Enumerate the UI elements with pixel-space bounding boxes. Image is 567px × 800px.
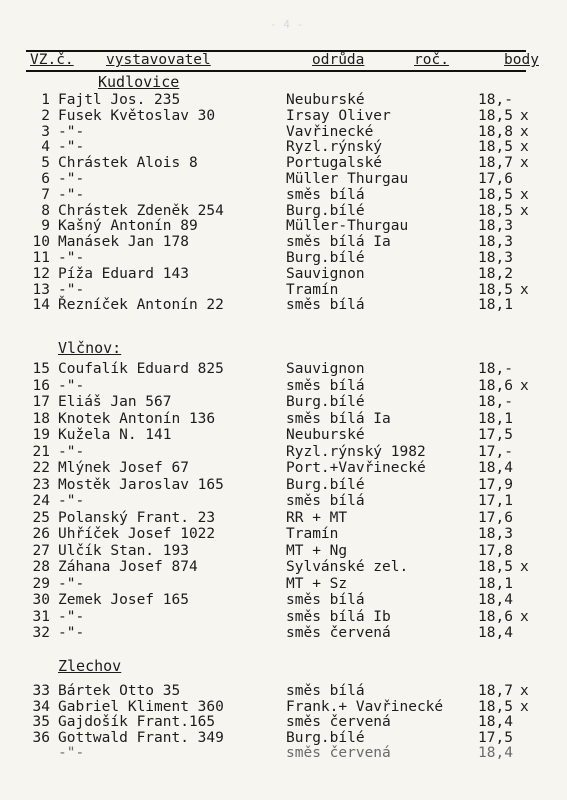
cell-mark: x — [520, 559, 529, 575]
table-row — [0, 187, 567, 203]
cell-no: 30 — [32, 592, 50, 608]
cell-variety: směs červená — [286, 714, 391, 730]
cell-no: 14 — [32, 297, 50, 313]
table-row — [0, 92, 567, 108]
cell-no: 21 — [32, 444, 50, 460]
cell-points: 17,6 — [478, 171, 513, 187]
cell-points: 18,7 — [478, 155, 513, 171]
header-points: body — [504, 52, 539, 68]
table-row — [0, 493, 567, 509]
cell-points: 17,5 — [478, 730, 513, 746]
header-variety: odrůda — [312, 52, 365, 68]
cell-points: 18,4 — [478, 460, 513, 476]
cell-points: 17,9 — [478, 477, 513, 493]
cell-exhibitor: -"- — [58, 171, 85, 187]
table-row — [0, 124, 567, 140]
cell-points: 18,5 — [478, 699, 513, 715]
cell-variety: RR + MT — [286, 510, 348, 526]
cell-points: 18,4 — [478, 745, 513, 761]
cell-exhibitor: Záhana Josef 874 — [58, 559, 198, 575]
cell-no: 6 — [41, 171, 50, 187]
table-header — [26, 50, 539, 72]
cell-no: 27 — [32, 543, 50, 559]
table-row — [0, 745, 567, 761]
cell-variety: Sylvánské zel. — [286, 559, 409, 575]
table-row — [0, 730, 567, 746]
cell-no: 15 — [32, 361, 50, 377]
cell-no: 11 — [32, 250, 50, 266]
cell-variety: Ryzl.rýnský 1982 — [286, 444, 426, 460]
cell-variety: Burg.bílé — [286, 203, 365, 219]
cell-points: 18,3 — [478, 250, 513, 266]
cell-no: 3 — [41, 124, 50, 140]
cell-points: 18,1 — [478, 411, 513, 427]
cell-points: 18,4 — [478, 625, 513, 641]
cell-mark: x — [520, 203, 529, 219]
cell-exhibitor: Mostěk Jaroslav 165 — [58, 477, 224, 493]
cell-exhibitor: Řezníček Antonín 22 — [58, 297, 224, 313]
cell-no: 35 — [32, 714, 50, 730]
cell-variety: Müller Thurgau — [286, 171, 409, 187]
cell-points: 17,- — [478, 444, 513, 460]
cell-exhibitor: Kašný Antonín 89 — [58, 218, 198, 234]
cell-points: 17,8 — [478, 543, 513, 559]
cell-variety: Tramín — [286, 282, 339, 298]
cell-exhibitor: Uhříček Josef 1022 — [58, 526, 216, 542]
cell-exhibitor: -"- — [58, 609, 85, 625]
cell-mark: x — [520, 699, 529, 715]
cell-exhibitor: -"- — [58, 250, 85, 266]
table-row — [0, 266, 567, 282]
cell-no: 7 — [41, 187, 50, 203]
table-row — [0, 234, 567, 250]
cell-points: 18,1 — [478, 576, 513, 592]
cell-no: 9 — [41, 218, 50, 234]
cell-points: 18,5 — [478, 187, 513, 203]
cell-exhibitor: -"- — [58, 124, 85, 140]
table-row — [0, 609, 567, 625]
cell-variety: Neuburské — [286, 427, 365, 443]
cell-exhibitor: -"- — [58, 187, 85, 203]
cell-variety: Tramín — [286, 526, 339, 542]
cell-exhibitor: Chrástek Zdeněk 254 — [58, 203, 224, 219]
table-row — [0, 282, 567, 298]
cell-no: 33 — [32, 683, 50, 699]
cell-points: 18,5 — [478, 559, 513, 575]
cell-points: 18,7 — [478, 683, 513, 699]
cell-variety: Ryzl.rýnský — [286, 139, 383, 155]
table-row — [0, 510, 567, 526]
table-row — [0, 297, 567, 313]
cell-points: 18,5 — [478, 139, 513, 155]
table-row — [0, 559, 567, 575]
cell-points: 18,6 — [478, 609, 513, 625]
cell-exhibitor: -"- — [58, 625, 85, 641]
table-row — [0, 411, 567, 427]
cell-variety: směs bílá Ib — [286, 609, 391, 625]
cell-points: 18,5 — [478, 282, 513, 298]
table-row — [0, 203, 567, 219]
cell-exhibitor: Kužela N. 141 — [58, 427, 172, 443]
cell-mark: x — [520, 155, 529, 171]
cell-exhibitor: Coufalík Eduard 825 — [58, 361, 224, 377]
table-row — [0, 444, 567, 460]
cell-exhibitor: Fusek Květoslav 30 — [58, 108, 216, 124]
table-row — [0, 460, 567, 476]
cell-mark: x — [520, 282, 529, 298]
cell-no: 8 — [41, 203, 50, 219]
cell-exhibitor: -"- — [58, 576, 85, 592]
table-row — [0, 683, 567, 699]
header-exhibitor: vystavovatel — [106, 52, 211, 68]
cell-variety: Burg.bílé — [286, 730, 365, 746]
cell-points: 18,2 — [478, 266, 513, 282]
table-row — [0, 171, 567, 187]
cell-points: 18,4 — [478, 592, 513, 608]
cell-no: 12 — [32, 266, 50, 282]
cell-exhibitor: Ulčík Stan. 193 — [58, 543, 189, 559]
cell-variety: Burg.bílé — [286, 477, 365, 493]
cell-exhibitor: -"- — [58, 745, 85, 761]
cell-variety: směs bílá — [286, 592, 365, 608]
cell-no: 26 — [32, 526, 50, 542]
cell-exhibitor: -"- — [58, 444, 85, 460]
cell-mark: x — [520, 683, 529, 699]
cell-no: 31 — [32, 609, 50, 625]
table-row — [0, 361, 567, 377]
cell-no: 22 — [32, 460, 50, 476]
table-row — [0, 394, 567, 410]
cell-points: 18,4 — [478, 714, 513, 730]
cell-no: 19 — [32, 427, 50, 443]
cell-variety: směs bílá — [286, 187, 365, 203]
cell-points: 18,6 — [478, 378, 513, 394]
cell-variety: Vavřinecké — [286, 124, 374, 140]
page-marker: - 4 - — [270, 18, 304, 31]
cell-points: 18,- — [478, 92, 513, 108]
cell-exhibitor: -"- — [58, 378, 85, 394]
cell-variety: směs bílá Ia — [286, 234, 391, 250]
cell-variety: směs bílá — [286, 297, 365, 313]
cell-variety: směs bílá Ia — [286, 411, 391, 427]
cell-no: 18 — [32, 411, 50, 427]
cell-no: 24 — [32, 493, 50, 509]
cell-points: 18,1 — [478, 297, 513, 313]
cell-no: 10 — [32, 234, 50, 250]
cell-variety: Burg.bílé — [286, 394, 365, 410]
table-row — [0, 543, 567, 559]
cell-no: 1 — [41, 92, 50, 108]
cell-variety: Burg.bílé — [286, 250, 365, 266]
cell-mark: x — [520, 108, 529, 124]
cell-exhibitor: Bártek Otto 35 — [58, 683, 181, 699]
cell-no: 36 — [32, 730, 50, 746]
cell-no: 5 — [41, 155, 50, 171]
cell-variety: Port.+Vavřinecké — [286, 460, 426, 476]
cell-exhibitor: Manásek Jan 178 — [58, 234, 189, 250]
cell-exhibitor: -"- — [58, 282, 85, 298]
cell-variety: MT + Sz — [286, 576, 348, 592]
cell-no: 16 — [32, 378, 50, 394]
cell-variety: Portugalské — [286, 155, 383, 171]
cell-points: 18,8 — [478, 124, 513, 140]
cell-variety: směs bílá — [286, 683, 365, 699]
cell-points: 18,- — [478, 361, 513, 377]
cell-points: 18,3 — [478, 234, 513, 250]
cell-variety: Frank.+ Vavřinecké — [286, 699, 444, 715]
header-no: VZ.č. — [30, 52, 74, 68]
cell-variety: směs bílá — [286, 493, 365, 509]
cell-points: 18,5 — [478, 108, 513, 124]
cell-exhibitor: Gottwald Frant. 349 — [58, 730, 224, 746]
table-row — [0, 625, 567, 641]
cell-mark: x — [520, 124, 529, 140]
cell-variety: Irsay Oliver — [286, 108, 391, 124]
header-year: roč. — [414, 52, 449, 68]
cell-no: 4 — [41, 139, 50, 155]
cell-no: 32 — [32, 625, 50, 641]
table-row — [0, 155, 567, 171]
cell-exhibitor: Knotek Antonín 136 — [58, 411, 216, 427]
cell-points: 17,5 — [478, 427, 513, 443]
cell-variety: Müller-Thurgau — [286, 218, 409, 234]
cell-variety: Sauvignon — [286, 266, 365, 282]
cell-exhibitor: Eliáš Jan 567 — [58, 394, 172, 410]
cell-variety: směs červená — [286, 625, 391, 641]
cell-mark: x — [520, 378, 529, 394]
table-row — [0, 576, 567, 592]
table-row — [0, 699, 567, 715]
table-row — [0, 427, 567, 443]
cell-exhibitor: Gajdošík Frant.165 — [58, 714, 216, 730]
table-row — [0, 108, 567, 124]
table-row — [0, 477, 567, 493]
table-row — [0, 526, 567, 542]
cell-variety: směs bílá — [286, 378, 365, 394]
cell-variety: Neuburské — [286, 92, 365, 108]
cell-no: 2 — [41, 108, 50, 124]
cell-variety: MT + Ng — [286, 543, 348, 559]
table-row — [0, 139, 567, 155]
cell-mark: x — [520, 139, 529, 155]
cell-exhibitor: Mlýnek Josef 67 — [58, 460, 189, 476]
cell-mark: x — [520, 187, 529, 203]
cell-exhibitor: Gabriel Kliment 360 — [58, 699, 224, 715]
cell-points: 17,1 — [478, 493, 513, 509]
cell-no: 28 — [32, 559, 50, 575]
cell-points: 18,3 — [478, 526, 513, 542]
cell-exhibitor: Píža Eduard 143 — [58, 266, 189, 282]
cell-no: 13 — [32, 282, 50, 298]
cell-exhibitor: -"- — [58, 493, 85, 509]
cell-exhibitor: Zemek Josef 165 — [58, 592, 189, 608]
cell-no: 29 — [32, 576, 50, 592]
cell-exhibitor: Chrástek Alois 8 — [58, 155, 198, 171]
cell-no: 34 — [32, 699, 50, 715]
cell-exhibitor: -"- — [58, 139, 85, 155]
cell-mark: x — [520, 609, 529, 625]
section-title: Kudlovice — [98, 73, 180, 91]
table-row — [0, 592, 567, 608]
cell-no: 25 — [32, 510, 50, 526]
cell-points: 18,3 — [478, 218, 513, 234]
section-title: Zlechov — [58, 657, 122, 675]
table-row — [0, 714, 567, 730]
cell-exhibitor: Polanský Frant. 23 — [58, 510, 216, 526]
cell-no: 17 — [32, 394, 50, 410]
table-row — [0, 218, 567, 234]
cell-variety: Sauvignon — [286, 361, 365, 377]
table-row — [0, 378, 567, 394]
cell-no: 23 — [32, 477, 50, 493]
cell-variety: směs červená — [286, 745, 391, 761]
cell-points: 18,- — [478, 394, 513, 410]
cell-points: 17,6 — [478, 510, 513, 526]
section-title: Vlčnov: — [58, 339, 122, 357]
table-row — [0, 250, 567, 266]
cell-points: 18,5 — [478, 203, 513, 219]
cell-exhibitor: Fajtl Jos. 235 — [58, 92, 181, 108]
